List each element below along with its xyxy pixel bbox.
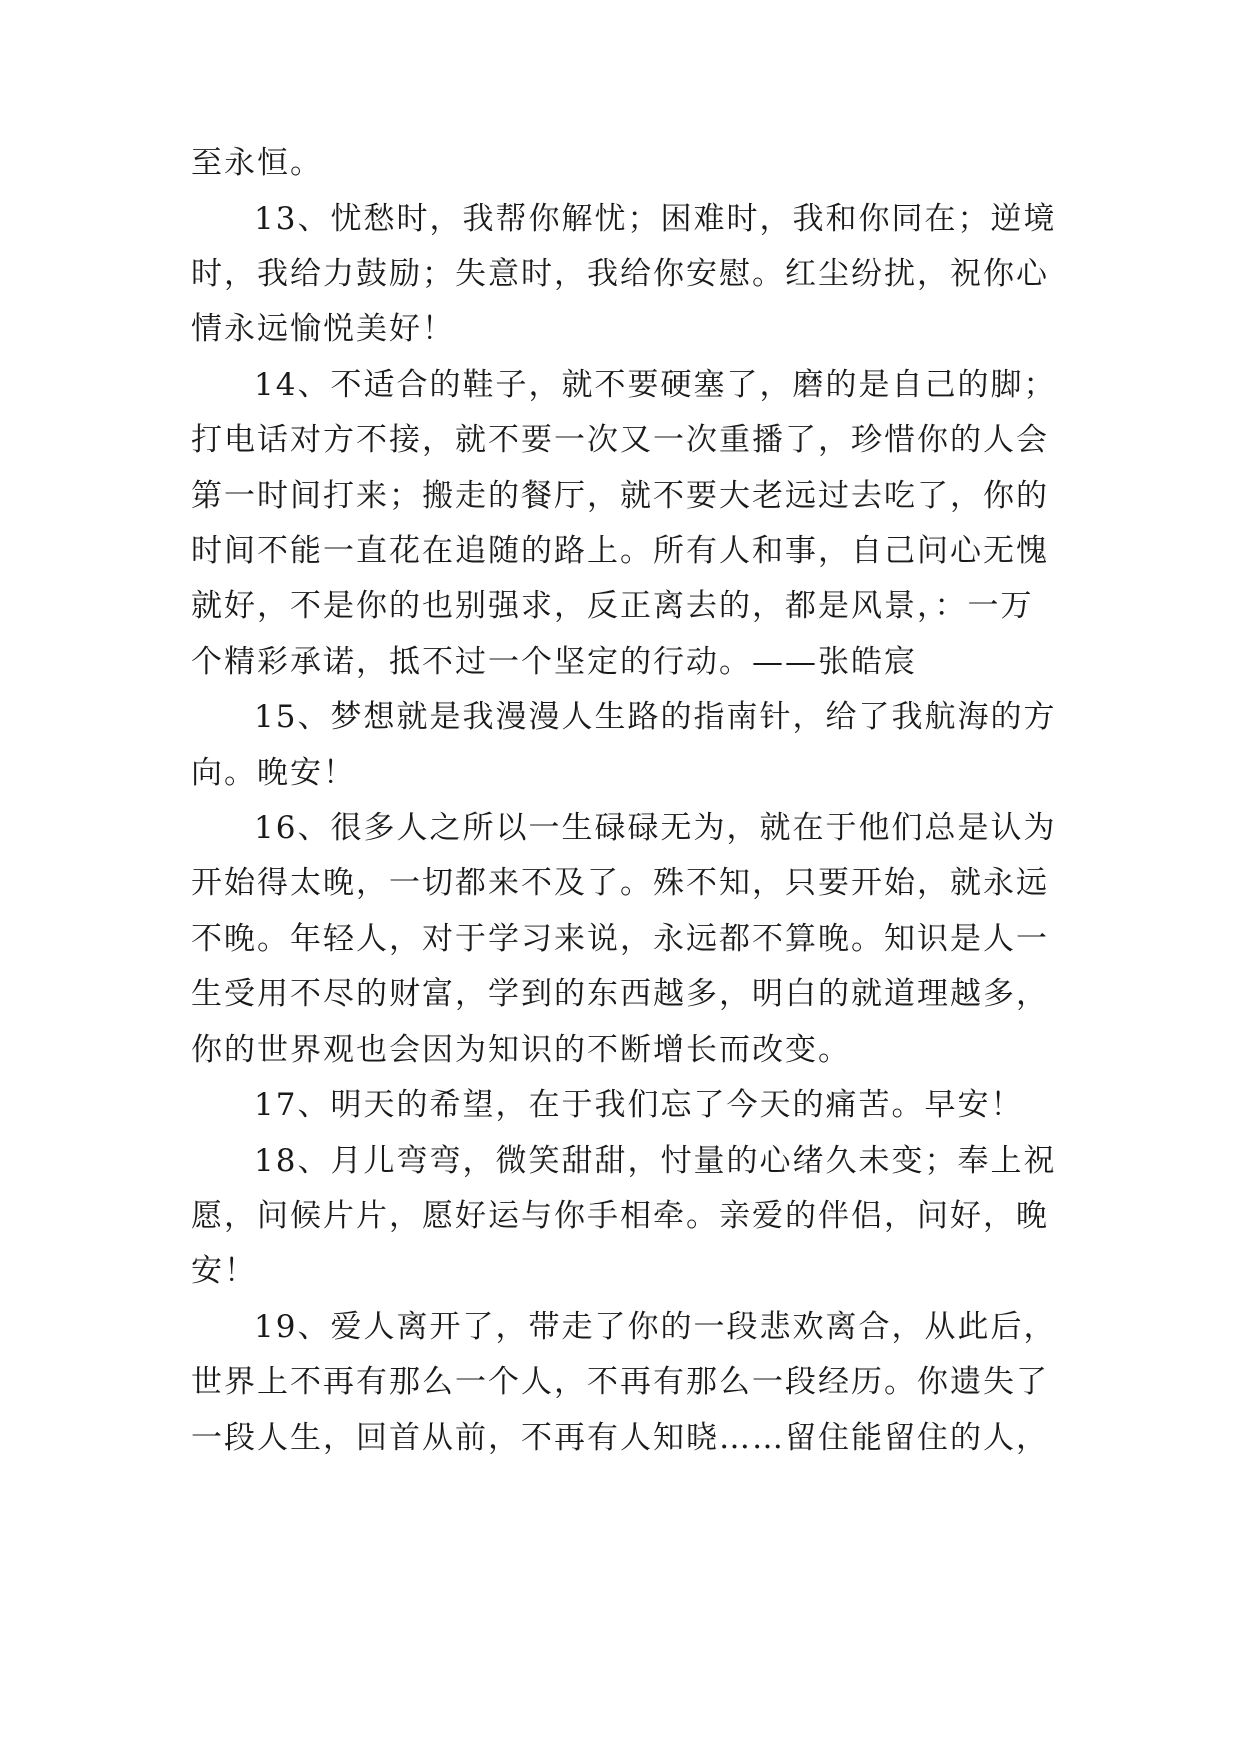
text-line: 情永远愉悦美好！ <box>191 311 455 347</box>
text-line: 就好，不是你的也别强求，反正离去的，都是风景，：一万 <box>191 588 1034 624</box>
paragraph-16-line: 16、很多人之所以一生碌碌无为，就在于他们总是认为 <box>254 810 1057 846</box>
text-line: 生受用不尽的财富，学到的东西越多，明白的就道理越多， <box>191 976 1049 1012</box>
paragraph-15-line: 15、梦想就是我漫漫人生路的指南针，给了我航海的方 <box>254 699 1057 735</box>
paragraph-13-line: 13、忧愁时，我帮你解忧；困难时，我和你同在；逆境 <box>254 201 1057 237</box>
text-line: 时间不能一直花在追随的路上。所有人和事，自己问心无愧 <box>191 533 1049 569</box>
text-line: 不晚。年轻人，对于学习来说，永远都不算晚。知识是人一 <box>191 921 1049 957</box>
text-line: 安！ <box>191 1253 257 1289</box>
text-line: 一段人生，回首从前，不再有人知晓……留住能留住的人， <box>191 1420 1049 1456</box>
paragraph-17-line: 17、明天的希望，在于我们忘了今天的痛苦。早安！ <box>254 1087 1024 1123</box>
text-line: 个精彩承诺，抵不过一个坚定的行动。——张皓宸 <box>191 644 917 680</box>
text-line: 第一时间打来；搬走的餐厅，就不要大老远过去吃了，你的 <box>191 478 1049 514</box>
text-line: 打电话对方不接，就不要一次又一次重播了，珍惜你的人会 <box>191 422 1049 458</box>
paragraph-14-line: 14、不适合的鞋子，就不要硬塞了，磨的是自己的脚； <box>254 367 1057 403</box>
paragraph-18-line: 18、月儿弯弯，微笑甜甜，忖量的心绪久未变；奉上祝 <box>254 1143 1057 1179</box>
paragraph-19-line: 19、爱人离开了，带走了你的一段悲欢离合，从此后， <box>254 1309 1057 1345</box>
text-line: 愿，问候片片，愿好运与你手相牵。亲爱的伴侣，问好，晚 <box>191 1198 1049 1234</box>
text-line: 至永恒。 <box>191 145 323 181</box>
text-line: 你的世界观也会因为知识的不断增长而改变。 <box>191 1032 851 1068</box>
text-line: 世界上不再有那么一个人，不再有那么一段经历。你遗失了 <box>191 1364 1049 1400</box>
text-line: 时，我给力鼓励；失意时，我给你安慰。红尘纷扰，祝你心 <box>191 256 1049 292</box>
text-line: 向。晚安！ <box>191 755 356 791</box>
text-line: 开始得太晚，一切都来不及了。殊不知，只要开始，就永远 <box>191 865 1049 901</box>
